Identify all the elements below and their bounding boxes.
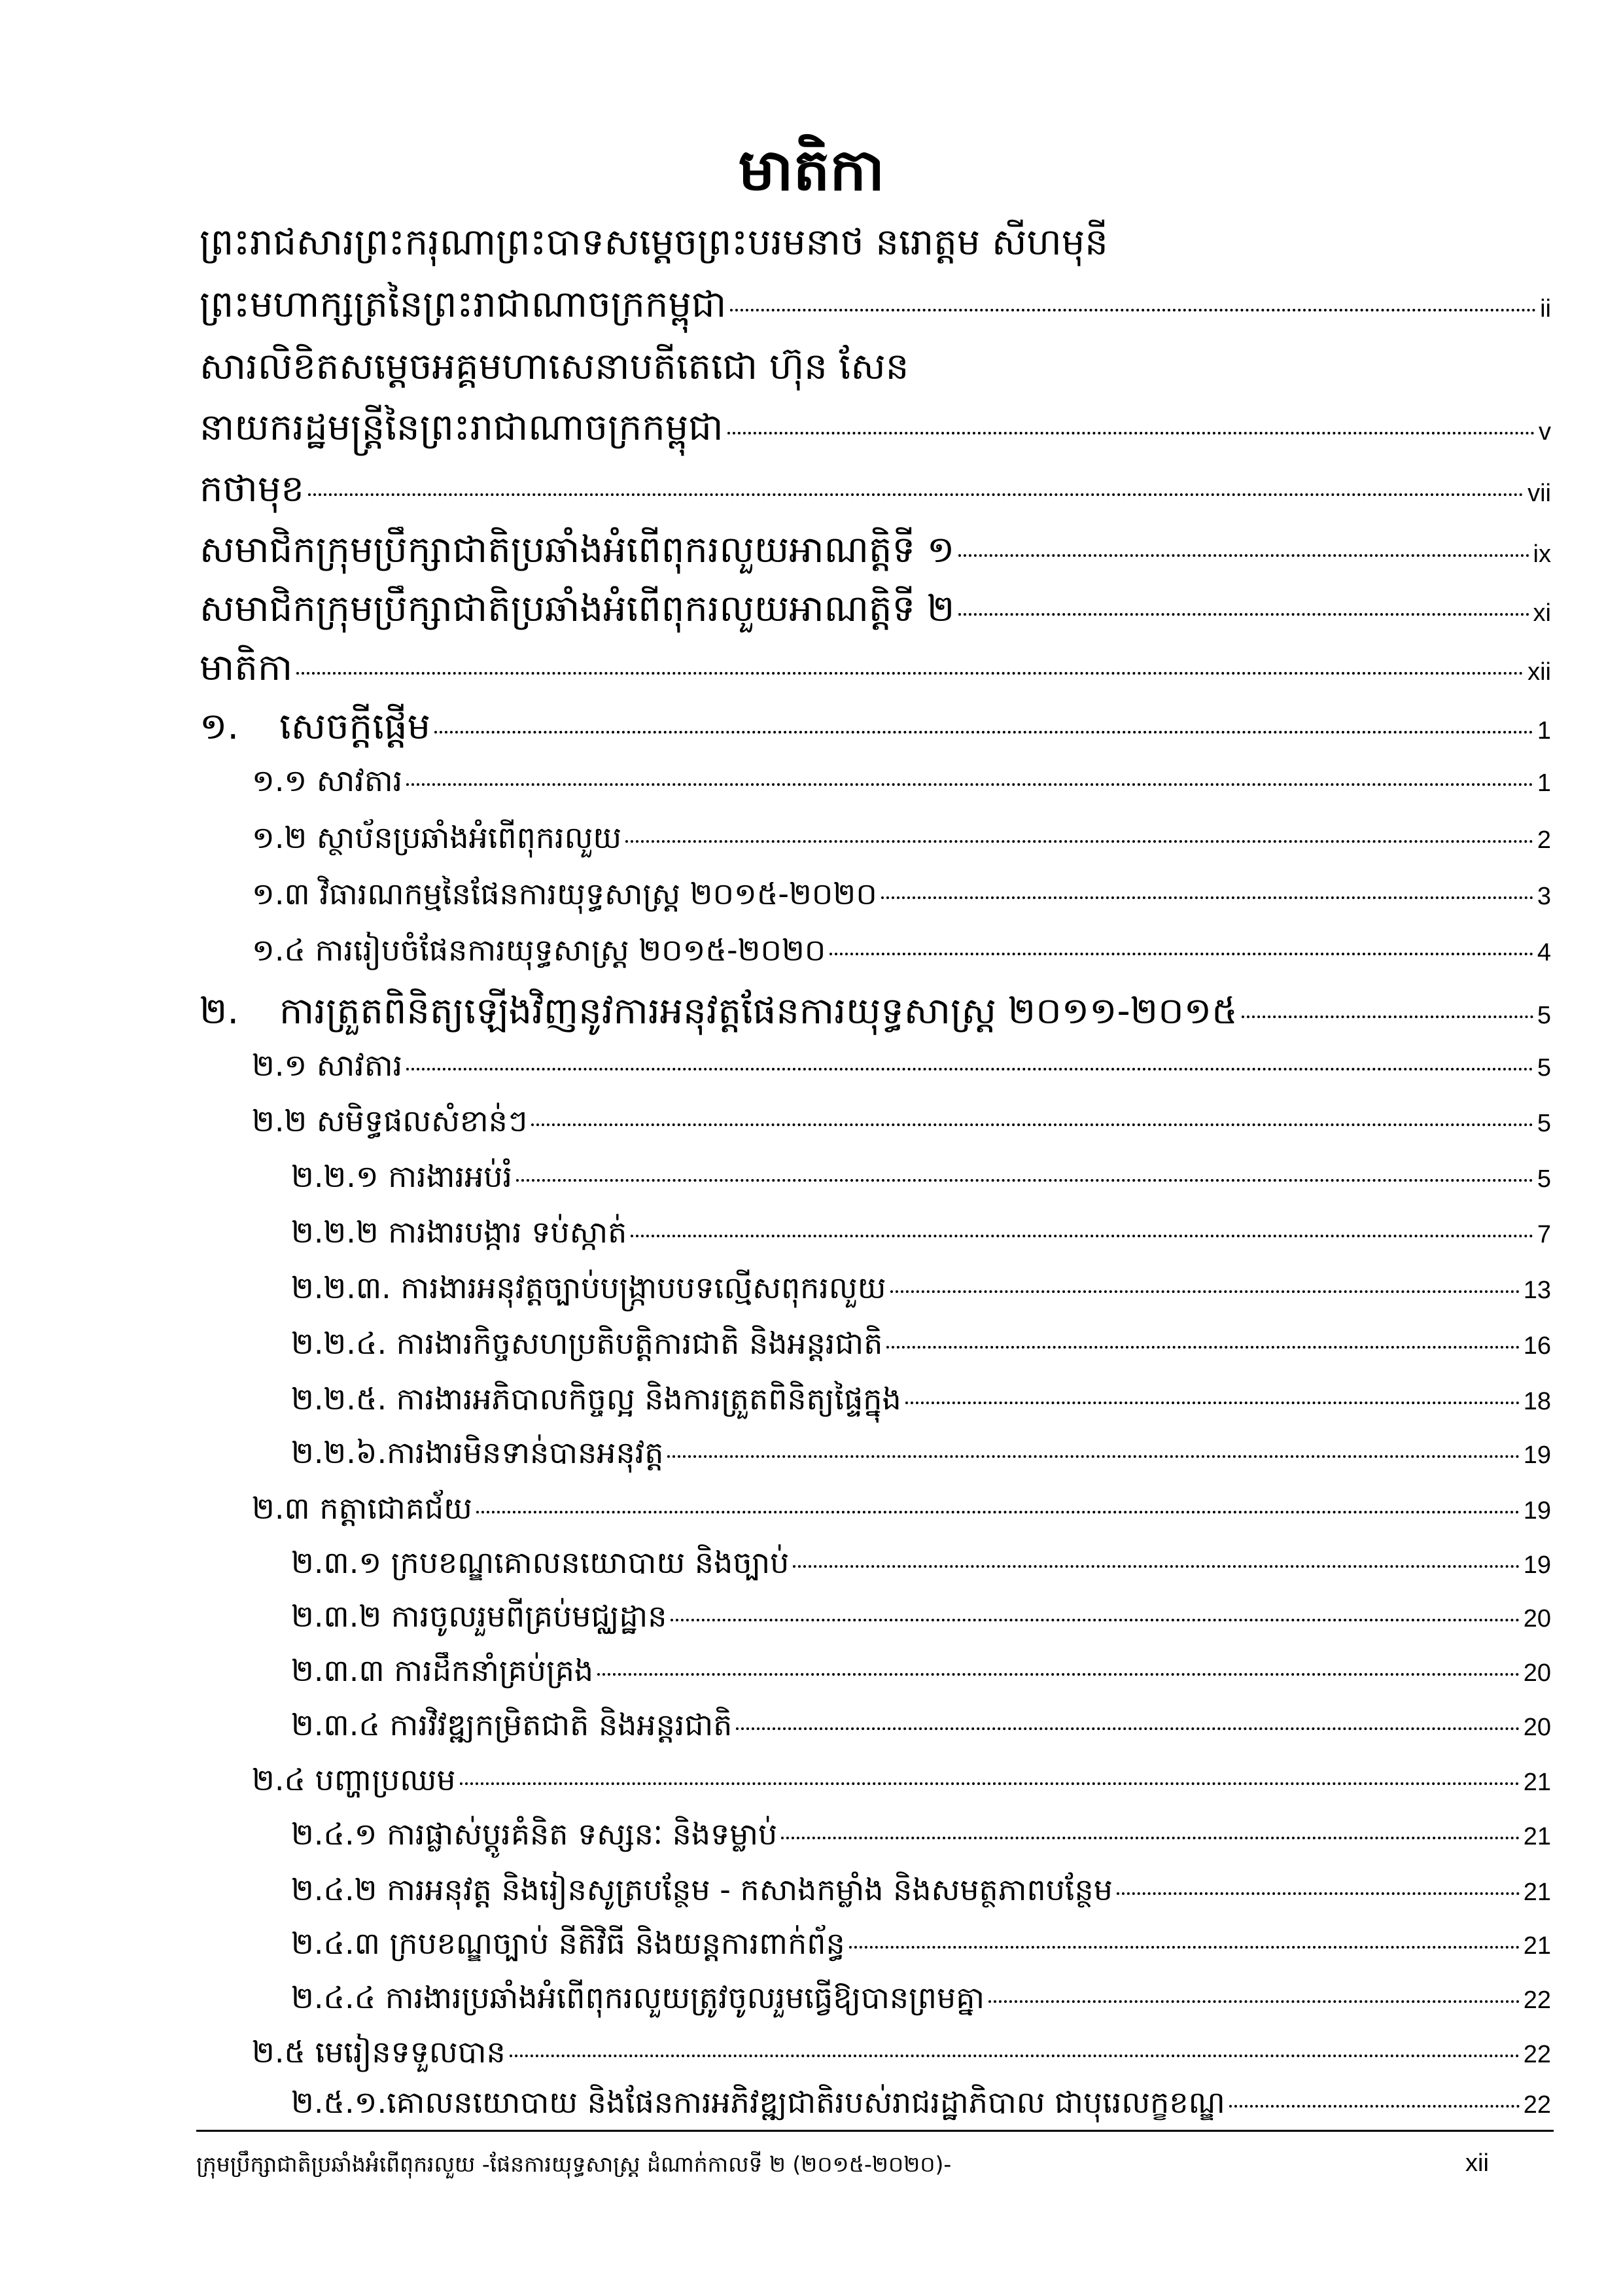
toc-page-number: 21: [1523, 1879, 1551, 1906]
toc-entry-title: ២.៣.៣ ការដឹកនាំគ្រប់គ្រង: [291, 1653, 594, 1688]
toc-entry-2-4-2[interactable]: [291, 1871, 1551, 1915]
toc-leader-dots: [1117, 1892, 1520, 1895]
toc-entry-title: ២.២.៣. ការងារអនុវត្តច្បាប់បង្ក្រាបបទល្មើសពុករលួយ: [291, 1270, 886, 1305]
toc-entry-royal-message[interactable]: [200, 281, 1551, 335]
toc-page-number: 5: [1537, 1054, 1551, 1082]
toc-leader-dots: [829, 953, 1533, 955]
toc-page-number: 5: [1537, 1165, 1551, 1193]
toc-entry-2-3-4[interactable]: [291, 1706, 1551, 1750]
toc-entry-title: ២.២.២ ការងារបង្ការ ទប់ស្កាត់: [291, 1214, 627, 1250]
toc-entry-2-2-6[interactable]: [291, 1434, 1551, 1478]
toc-entry-title: ២.២.៦.ការងារមិនទាន់បានអនុវត្ត: [291, 1435, 664, 1470]
toc-entry-2-3-1[interactable]: [291, 1544, 1551, 1588]
toc-entry-title: ២.៤.១ ការផ្លាស់ប្ដូរគំនិត ទស្សនៈ និងទម្លាប់: [291, 1816, 778, 1852]
toc-page-number: 19: [1523, 1551, 1551, 1579]
toc-page-number: 18: [1523, 1388, 1551, 1415]
toc-entry-title: ២.៤ បញ្ហាប្រឈម: [252, 1762, 456, 1797]
toc-leader-dots: [667, 1455, 1519, 1458]
toc-entry-title: នាយករដ្ឋមន្ដ្រីនៃព្រះរាជាណាចក្រកម្ពុជា: [200, 406, 724, 449]
toc-leader-dots: [730, 309, 1536, 311]
toc-entry-2-4-3[interactable]: [291, 1925, 1551, 1969]
toc-leader-dots: [1242, 1016, 1533, 1018]
toc-leader-dots: [406, 1068, 1533, 1070]
toc-entry-title: ២.៤.២ ការអនុវត្ត និងរៀនសូត្របន្ថែម - កសាងកម្លាំង និងសមត្ថភាពបន្ថែម: [291, 1872, 1113, 1907]
toc-entry-title: ២.៣.៤ ការវិវឌ្ឍកម្រិតជាតិ និងអន្តរជាតិ: [291, 1707, 733, 1742]
toc-entry-title: ២.២.១ ការងារអប់រំ: [291, 1159, 513, 1194]
toc-page-number: 22: [1523, 1987, 1551, 2014]
toc-entry-title: មាតិកា: [200, 646, 293, 689]
toc-page-number: 1: [1537, 717, 1551, 745]
toc-leader-dots: [881, 896, 1533, 899]
toc-entry-title: ២.៣.២ ការចូលរួមពីគ្រប់មជ្ឈដ្ឋាន: [291, 1598, 667, 1634]
toc-entry-title: ព្រះមហាក្សត្រនៃព្រះរាជាណាចក្រកម្ពុជា: [200, 283, 727, 326]
toc-leader-dots: [905, 1402, 1520, 1404]
toc-page-number: 21: [1523, 1823, 1551, 1850]
toc-entry-1-2[interactable]: [252, 819, 1551, 863]
toc-entry-contents[interactable]: [200, 645, 1551, 698]
toc-leader-dots: [531, 1123, 1533, 1126]
toc-entry-title: កថាមុខ: [200, 468, 304, 510]
toc-entry-1-4[interactable]: [252, 932, 1551, 976]
toc-page-number: 5: [1537, 1110, 1551, 1137]
toc-entry-2-4-1[interactable]: [291, 1816, 1551, 1860]
toc-entry-2-2[interactable]: [252, 1103, 1551, 1146]
toc-entry-title: សមាជិកក្រុមប្រឹក្សាជាតិប្រឆាំងអំពើពុករលួយអាណត្តិទី ២: [200, 588, 955, 630]
toc-page-number: 19: [1523, 1497, 1551, 1525]
toc-entry-title: ១.២ ស្ថាប័នប្រឆាំងអំពើពុករលួយ: [252, 820, 622, 855]
toc-entry-foreword[interactable]: [200, 466, 1551, 520]
toc-entry-1-3[interactable]: [252, 875, 1551, 919]
toc-page-number: 13: [1523, 1277, 1551, 1304]
toc-leader-dots: [406, 783, 1533, 786]
toc-page-number: ii: [1540, 295, 1551, 323]
toc-page-number: 2: [1537, 826, 1551, 854]
toc-leader-dots: [296, 672, 1524, 675]
toc-leader-dots: [510, 2055, 1520, 2057]
toc-entry-2-2-2[interactable]: [291, 1214, 1551, 1258]
toc-page-number: 1: [1537, 769, 1551, 797]
toc-entry-title: ១.១ សាវតារ: [252, 763, 403, 798]
toc-entry-pm-letter-line1: សារលិខិតសម្ដេចអគ្គមហាសេនាបតីតេជោ ហ៊ុន សែន: [200, 345, 909, 388]
toc-entry-chapter-1[interactable]: [200, 703, 1551, 757]
toc-entry-pm-letter[interactable]: [200, 404, 1551, 458]
toc-entry-council-members-2[interactable]: [200, 586, 1551, 639]
toc-entry-title: ២.១ សាវតារ: [252, 1048, 403, 1083]
toc-page-number: 22: [1523, 2091, 1551, 2119]
toc-page-number: xi: [1533, 599, 1551, 627]
toc-entry-2-3[interactable]: [252, 1490, 1551, 1534]
toc-page-number: 20: [1523, 1714, 1551, 1741]
toc-page-number: 20: [1523, 1659, 1551, 1687]
toc-leader-dots: [625, 840, 1533, 843]
toc-entry-royal-message-line1: ព្រះរាជសារព្រះករុណាព្រះបាទសម្ដេចព្រះបរមនាថ នរោត្ដម សីហមុនី: [200, 221, 1108, 264]
toc-entry-title: ២.៤.៣ ក្របខណ្ឌច្បាប់ នីតិវិធី និងយន្តការពាក់ព័ន្ធ: [291, 1926, 845, 1961]
toc-page-number: v: [1539, 418, 1551, 446]
toc-leader-dots: [308, 493, 1524, 496]
toc-page-number: 22: [1523, 2041, 1551, 2068]
toc-page-number: ix: [1533, 540, 1551, 568]
toc-leader-dots: [460, 1782, 1520, 1785]
page-title: មាតិកា: [738, 136, 885, 203]
toc-leader-dots: [434, 731, 1533, 733]
toc-entry-title: ១.៣ វិធារណកម្មនៃផែនការយុទ្ធសាស្ដ្រ ២០១៥-២០២០: [252, 876, 877, 911]
toc-page-number: 7: [1537, 1221, 1551, 1248]
toc-leader-dots: [890, 1290, 1520, 1293]
toc-entry-title: ២.៣ កត្តាជោគជ័យ: [252, 1491, 472, 1526]
toc-leader-dots: [1229, 2105, 1520, 2108]
toc-entry-title: សមាជិកក្រុមប្រឹក្សាជាតិប្រឆាំងអំពើពុករលួយអាណត្តិទី ១: [200, 529, 955, 571]
toc-leader-dots: [958, 554, 1529, 557]
toc-page-number: vii: [1527, 480, 1551, 507]
toc-entry-title: ១.៤ ការរៀបចំផែនការយុទ្ធសាស្ដ្រ ២០១៥-២០២០: [252, 932, 826, 968]
toc-leader-dots: [631, 1235, 1533, 1237]
toc-page-number: 19: [1523, 1441, 1551, 1469]
toc-entry-2-1[interactable]: [252, 1047, 1551, 1091]
toc-entry-2-2-3[interactable]: [291, 1269, 1551, 1313]
toc-leader-dots: [793, 1565, 1519, 1568]
toc-entry-title: ការត្រួតពិនិត្យឡើងវិញនូវការអនុវត្តផែនការយុទ្ធសាស្ដ្រ ២០១១-២០១៥: [279, 990, 1238, 1033]
toc-entry-2-2-4[interactable]: [291, 1325, 1551, 1369]
toc-page-number: 21: [1523, 1932, 1551, 1960]
toc-leader-dots: [597, 1673, 1520, 1676]
toc-leader-dots: [781, 1837, 1519, 1839]
toc-entry-1-1[interactable]: [252, 762, 1551, 806]
toc-leader-dots: [988, 2000, 1520, 2003]
toc-entry-title: ២.៥.១.គោលនយោបាយ និងផែនការអភិវឌ្ឍជាតិរបស់រាជរដ្ឋាភិបាល ជាបុរេលក្ខខណ្ឌ: [291, 2085, 1225, 2120]
toc-entry-2-4-4[interactable]: [291, 1979, 1551, 2023]
toc-page-number: 16: [1523, 1332, 1551, 1360]
toc-entry-title: ២.២ សមិទ្ធផលសំខាន់ៗ: [252, 1103, 528, 1139]
toc-entry-2-3-3[interactable]: [291, 1652, 1551, 1696]
toc-chapter-number: ២.: [200, 990, 239, 1033]
toc-leader-dots: [476, 1511, 1520, 1513]
toc-page-number: 20: [1523, 1605, 1551, 1633]
toc-entry-2-4[interactable]: [252, 1761, 1551, 1805]
footer-page-number: xii: [1465, 2149, 1489, 2177]
toc-page-number: xii: [1527, 658, 1551, 686]
toc-entry-chapter-2[interactable]: [200, 988, 1551, 1042]
toc-entry-2-5-1[interactable]: [291, 2084, 1551, 2128]
toc-leader-dots: [671, 1619, 1519, 1621]
toc-entry-council-members-1[interactable]: [200, 527, 1551, 580]
footer-document-title: ក្រុមប្រឹក្សាជាតិប្រឆាំងអំពើពុករលួយ -ផែនការយុទ្ធសាស្ដ្រ ដំណាក់កាលទី ២ (២០១៥-២០២០)-: [196, 2151, 952, 2177]
toc-entry-title: ២.២.៥. ការងារអភិបាលកិច្ចល្អ និងការត្រួតពិនិត្យផ្ទៃក្នុង: [291, 1381, 901, 1417]
toc-leader-dots: [727, 432, 1535, 434]
toc-leader-dots: [958, 613, 1529, 616]
toc-leader-dots: [516, 1179, 1533, 1182]
toc-page-number: 5: [1537, 1002, 1551, 1029]
toc-entry-2-2-5[interactable]: [291, 1381, 1551, 1424]
toc-page-number: 4: [1537, 939, 1551, 966]
toc-chapter-number: ១.: [200, 705, 239, 748]
footer-divider: [196, 2130, 1554, 2132]
toc-entry-title: ២.២.៤. ការងារកិច្ចសហប្រតិបត្តិការជាតិ និងអន្តរជាតិ: [291, 1326, 883, 1361]
toc-page-number: 3: [1537, 883, 1551, 910]
toc-entry-title: ២.៥ មេរៀនទទួលបាន: [252, 2034, 506, 2070]
toc-entry-title: សេចក្ដីផ្ដើម: [279, 705, 431, 748]
toc-page-number: 21: [1523, 1769, 1551, 1796]
toc-leader-dots: [886, 1346, 1519, 1349]
toc-entry-title: ២.៤.៤ ការងារប្រឆាំងអំពើពុករលួយត្រូវចូលរួមធ្វើឱ្យបានព្រមគ្នា: [291, 1980, 985, 2015]
toc-entry-2-2-1[interactable]: [291, 1158, 1551, 1202]
toc-leader-dots: [849, 1946, 1520, 1949]
toc-entry-title: ២.៣.១ ក្របខណ្ឌគោលនយោបាយ និងច្បាប់: [291, 1545, 790, 1580]
toc-entry-2-5[interactable]: [252, 2034, 1551, 2077]
toc-leader-dots: [736, 1727, 1519, 1730]
toc-entry-2-3-2[interactable]: [291, 1598, 1551, 1642]
